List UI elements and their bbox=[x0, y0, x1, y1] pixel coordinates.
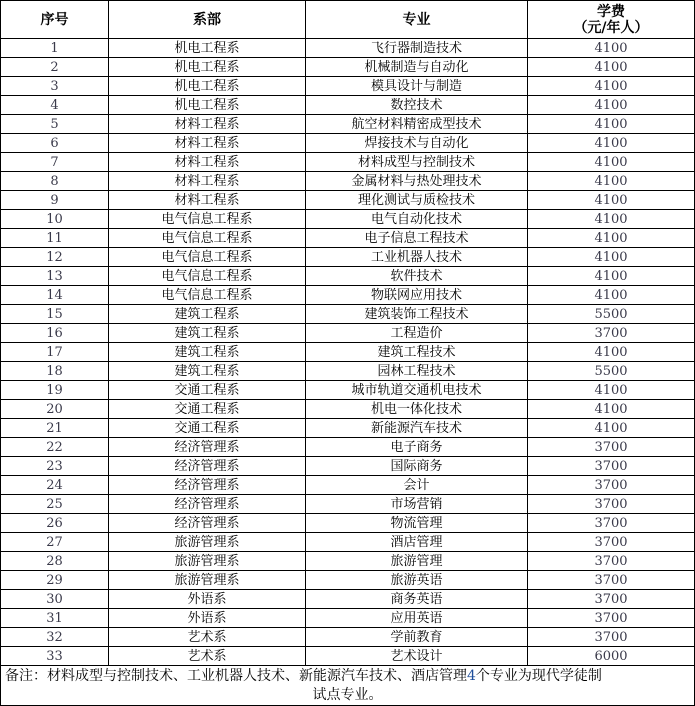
cell-major: 旅游英语 bbox=[306, 571, 528, 590]
cell-fee: 4100 bbox=[528, 267, 695, 286]
table-row bbox=[1, 115, 695, 134]
table-row bbox=[1, 324, 695, 343]
cell-dept: 机电工程系 bbox=[109, 58, 306, 77]
cell-major: 电子商务 bbox=[306, 438, 528, 457]
cell-dept: 电气信息工程系 bbox=[109, 210, 306, 229]
cell-dept: 机电工程系 bbox=[109, 77, 306, 96]
cell-no: 33 bbox=[1, 647, 109, 666]
cell-no: 27 bbox=[1, 533, 109, 552]
cell-major: 城市轨道交通机电技术 bbox=[306, 381, 528, 400]
table-row bbox=[1, 628, 695, 647]
cell-major: 数控技术 bbox=[306, 96, 528, 115]
table-row bbox=[1, 77, 695, 96]
table-row bbox=[1, 514, 695, 533]
header-row bbox=[1, 1, 695, 39]
cell-dept: 经济管理系 bbox=[109, 514, 306, 533]
cell-no: 31 bbox=[1, 609, 109, 628]
cell-no: 23 bbox=[1, 457, 109, 476]
header-no: 序号 bbox=[1, 1, 109, 39]
cell-no: 22 bbox=[1, 438, 109, 457]
cell-dept: 旅游管理系 bbox=[109, 571, 306, 590]
cell-fee: 4100 bbox=[528, 381, 695, 400]
cell-fee: 4100 bbox=[528, 172, 695, 191]
cell-fee: 3700 bbox=[528, 324, 695, 343]
cell-fee: 3700 bbox=[528, 438, 695, 457]
table-row bbox=[1, 552, 695, 571]
cell-no: 19 bbox=[1, 381, 109, 400]
cell-dept: 外语系 bbox=[109, 590, 306, 609]
cell-major: 会计 bbox=[306, 476, 528, 495]
cell-major: 物联网应用技术 bbox=[306, 286, 528, 305]
table-row bbox=[1, 590, 695, 609]
cell-major: 新能源汽车技术 bbox=[306, 419, 528, 438]
cell-no: 16 bbox=[1, 324, 109, 343]
cell-dept: 建筑工程系 bbox=[109, 324, 306, 343]
cell-major: 园林工程技术 bbox=[306, 362, 528, 381]
cell-no: 6 bbox=[1, 134, 109, 153]
table-row bbox=[1, 343, 695, 362]
cell-dept: 电气信息工程系 bbox=[109, 286, 306, 305]
cell-major: 机电一体化技术 bbox=[306, 400, 528, 419]
cell-dept: 旅游管理系 bbox=[109, 533, 306, 552]
cell-major: 应用英语 bbox=[306, 609, 528, 628]
cell-dept: 材料工程系 bbox=[109, 172, 306, 191]
cell-major: 工业机器人技术 bbox=[306, 248, 528, 267]
table-row bbox=[1, 191, 695, 210]
cell-no: 32 bbox=[1, 628, 109, 647]
cell-no: 4 bbox=[1, 96, 109, 115]
cell-no: 30 bbox=[1, 590, 109, 609]
table-row bbox=[1, 286, 695, 305]
cell-dept: 交通工程系 bbox=[109, 419, 306, 438]
table-row bbox=[1, 210, 695, 229]
cell-major: 金属材料与热处理技术 bbox=[306, 172, 528, 191]
cell-no: 21 bbox=[1, 419, 109, 438]
cell-major: 艺术设计 bbox=[306, 647, 528, 666]
cell-major: 建筑装饰工程技术 bbox=[306, 305, 528, 324]
table-row bbox=[1, 381, 695, 400]
cell-dept: 艺术系 bbox=[109, 628, 306, 647]
cell-major: 理化测试与质检技术 bbox=[306, 191, 528, 210]
cell-fee: 4100 bbox=[528, 58, 695, 77]
cell-major: 机械制造与自动化 bbox=[306, 58, 528, 77]
cell-no: 1 bbox=[1, 39, 109, 58]
cell-no: 11 bbox=[1, 229, 109, 248]
cell-major: 酒店管理 bbox=[306, 533, 528, 552]
cell-major: 物流管理 bbox=[306, 514, 528, 533]
table-row bbox=[1, 305, 695, 324]
cell-fee: 4100 bbox=[528, 115, 695, 134]
cell-major: 商务英语 bbox=[306, 590, 528, 609]
table-row bbox=[1, 609, 695, 628]
cell-fee: 3700 bbox=[528, 457, 695, 476]
cell-major: 工程造价 bbox=[306, 324, 528, 343]
cell-no: 5 bbox=[1, 115, 109, 134]
table-row bbox=[1, 172, 695, 191]
table-row bbox=[1, 267, 695, 286]
cell-dept: 交通工程系 bbox=[109, 400, 306, 419]
cell-no: 29 bbox=[1, 571, 109, 590]
cell-dept: 艺术系 bbox=[109, 647, 306, 666]
header-dept: 系部 bbox=[109, 1, 306, 39]
cell-dept: 材料工程系 bbox=[109, 115, 306, 134]
cell-no: 15 bbox=[1, 305, 109, 324]
cell-no: 8 bbox=[1, 172, 109, 191]
cell-no: 25 bbox=[1, 495, 109, 514]
cell-no: 26 bbox=[1, 514, 109, 533]
cell-fee: 4100 bbox=[528, 153, 695, 172]
cell-dept: 建筑工程系 bbox=[109, 362, 306, 381]
cell-major: 旅游管理 bbox=[306, 552, 528, 571]
table-row bbox=[1, 229, 695, 248]
cell-fee: 4100 bbox=[528, 39, 695, 58]
header-fee-line2: （元/年人） bbox=[573, 19, 649, 36]
cell-no: 2 bbox=[1, 58, 109, 77]
cell-no: 18 bbox=[1, 362, 109, 381]
cell-major: 建筑工程技术 bbox=[306, 343, 528, 362]
cell-dept: 经济管理系 bbox=[109, 438, 306, 457]
cell-fee: 4100 bbox=[528, 419, 695, 438]
cell-dept: 经济管理系 bbox=[109, 476, 306, 495]
note-prefix: 备注：材料成型与控制技术、工业机器人技术、新能源汽车技术、酒店管理 bbox=[5, 667, 467, 684]
cell-dept: 交通工程系 bbox=[109, 381, 306, 400]
cell-fee: 3700 bbox=[528, 495, 695, 514]
table-row bbox=[1, 58, 695, 77]
note-suffix: 个专业为现代学徒制 bbox=[475, 667, 602, 684]
table-row bbox=[1, 533, 695, 552]
cell-no: 14 bbox=[1, 286, 109, 305]
table-row bbox=[1, 96, 695, 115]
cell-fee: 5500 bbox=[528, 362, 695, 381]
cell-major: 国际商务 bbox=[306, 457, 528, 476]
table-row bbox=[1, 438, 695, 457]
cell-dept: 电气信息工程系 bbox=[109, 229, 306, 248]
cell-major: 材料成型与控制技术 bbox=[306, 153, 528, 172]
cell-dept: 建筑工程系 bbox=[109, 343, 306, 362]
table-row bbox=[1, 571, 695, 590]
note-line2: 试点专业。 bbox=[312, 686, 383, 703]
cell-no: 13 bbox=[1, 267, 109, 286]
cell-fee: 4100 bbox=[528, 96, 695, 115]
cell-fee: 3700 bbox=[528, 514, 695, 533]
cell-no: 10 bbox=[1, 210, 109, 229]
table-row bbox=[1, 457, 695, 476]
table-row bbox=[1, 153, 695, 172]
cell-no: 7 bbox=[1, 153, 109, 172]
cell-dept: 旅游管理系 bbox=[109, 552, 306, 571]
table-row bbox=[1, 39, 695, 58]
cell-no: 3 bbox=[1, 77, 109, 96]
cell-fee: 4100 bbox=[528, 77, 695, 96]
cell-major: 软件技术 bbox=[306, 267, 528, 286]
table-row bbox=[1, 362, 695, 381]
cell-dept: 电气信息工程系 bbox=[109, 248, 306, 267]
cell-no: 28 bbox=[1, 552, 109, 571]
cell-fee: 3700 bbox=[528, 590, 695, 609]
cell-dept: 材料工程系 bbox=[109, 191, 306, 210]
cell-no: 9 bbox=[1, 191, 109, 210]
cell-dept: 材料工程系 bbox=[109, 153, 306, 172]
cell-dept: 机电工程系 bbox=[109, 96, 306, 115]
header-fee bbox=[528, 1, 695, 39]
note-cell bbox=[1, 666, 695, 706]
cell-dept: 机电工程系 bbox=[109, 39, 306, 58]
cell-fee: 4100 bbox=[528, 343, 695, 362]
table-row bbox=[1, 476, 695, 495]
cell-fee: 3700 bbox=[528, 552, 695, 571]
cell-major: 学前教育 bbox=[306, 628, 528, 647]
cell-fee: 4100 bbox=[528, 248, 695, 267]
cell-fee: 3700 bbox=[528, 476, 695, 495]
cell-major: 航空材料精密成型技术 bbox=[306, 115, 528, 134]
cell-dept: 外语系 bbox=[109, 609, 306, 628]
cell-fee: 3700 bbox=[528, 609, 695, 628]
cell-dept: 经济管理系 bbox=[109, 457, 306, 476]
cell-fee: 6000 bbox=[528, 647, 695, 666]
cell-dept: 材料工程系 bbox=[109, 134, 306, 153]
header-major: 专业 bbox=[306, 1, 528, 39]
cell-dept: 经济管理系 bbox=[109, 495, 306, 514]
cell-major: 模具设计与制造 bbox=[306, 77, 528, 96]
cell-major: 市场营销 bbox=[306, 495, 528, 514]
cell-major: 飞行器制造技术 bbox=[306, 39, 528, 58]
cell-major: 电气自动化技术 bbox=[306, 210, 528, 229]
cell-dept: 建筑工程系 bbox=[109, 305, 306, 324]
table-row bbox=[1, 400, 695, 419]
cell-fee: 4100 bbox=[528, 286, 695, 305]
cell-fee: 4100 bbox=[528, 400, 695, 419]
cell-no: 24 bbox=[1, 476, 109, 495]
cell-fee: 4100 bbox=[528, 229, 695, 248]
header-fee-line1: 学费 bbox=[597, 3, 625, 20]
table-row bbox=[1, 647, 695, 666]
cell-fee: 3700 bbox=[528, 628, 695, 647]
cell-dept: 电气信息工程系 bbox=[109, 267, 306, 286]
cell-no: 20 bbox=[1, 400, 109, 419]
cell-fee: 4100 bbox=[528, 134, 695, 153]
table-row bbox=[1, 134, 695, 153]
table-row bbox=[1, 495, 695, 514]
cell-fee: 4100 bbox=[528, 210, 695, 229]
note-row bbox=[1, 666, 695, 706]
cell-fee: 3700 bbox=[528, 571, 695, 590]
cell-no: 12 bbox=[1, 248, 109, 267]
cell-fee: 3700 bbox=[528, 533, 695, 552]
cell-no: 17 bbox=[1, 343, 109, 362]
table-row bbox=[1, 419, 695, 438]
cell-fee: 4100 bbox=[528, 191, 695, 210]
note-count: 4 bbox=[467, 667, 476, 684]
cell-fee: 5500 bbox=[528, 305, 695, 324]
table-row bbox=[1, 248, 695, 267]
cell-major: 电子信息工程技术 bbox=[306, 229, 528, 248]
cell-major: 焊接技术与自动化 bbox=[306, 134, 528, 153]
